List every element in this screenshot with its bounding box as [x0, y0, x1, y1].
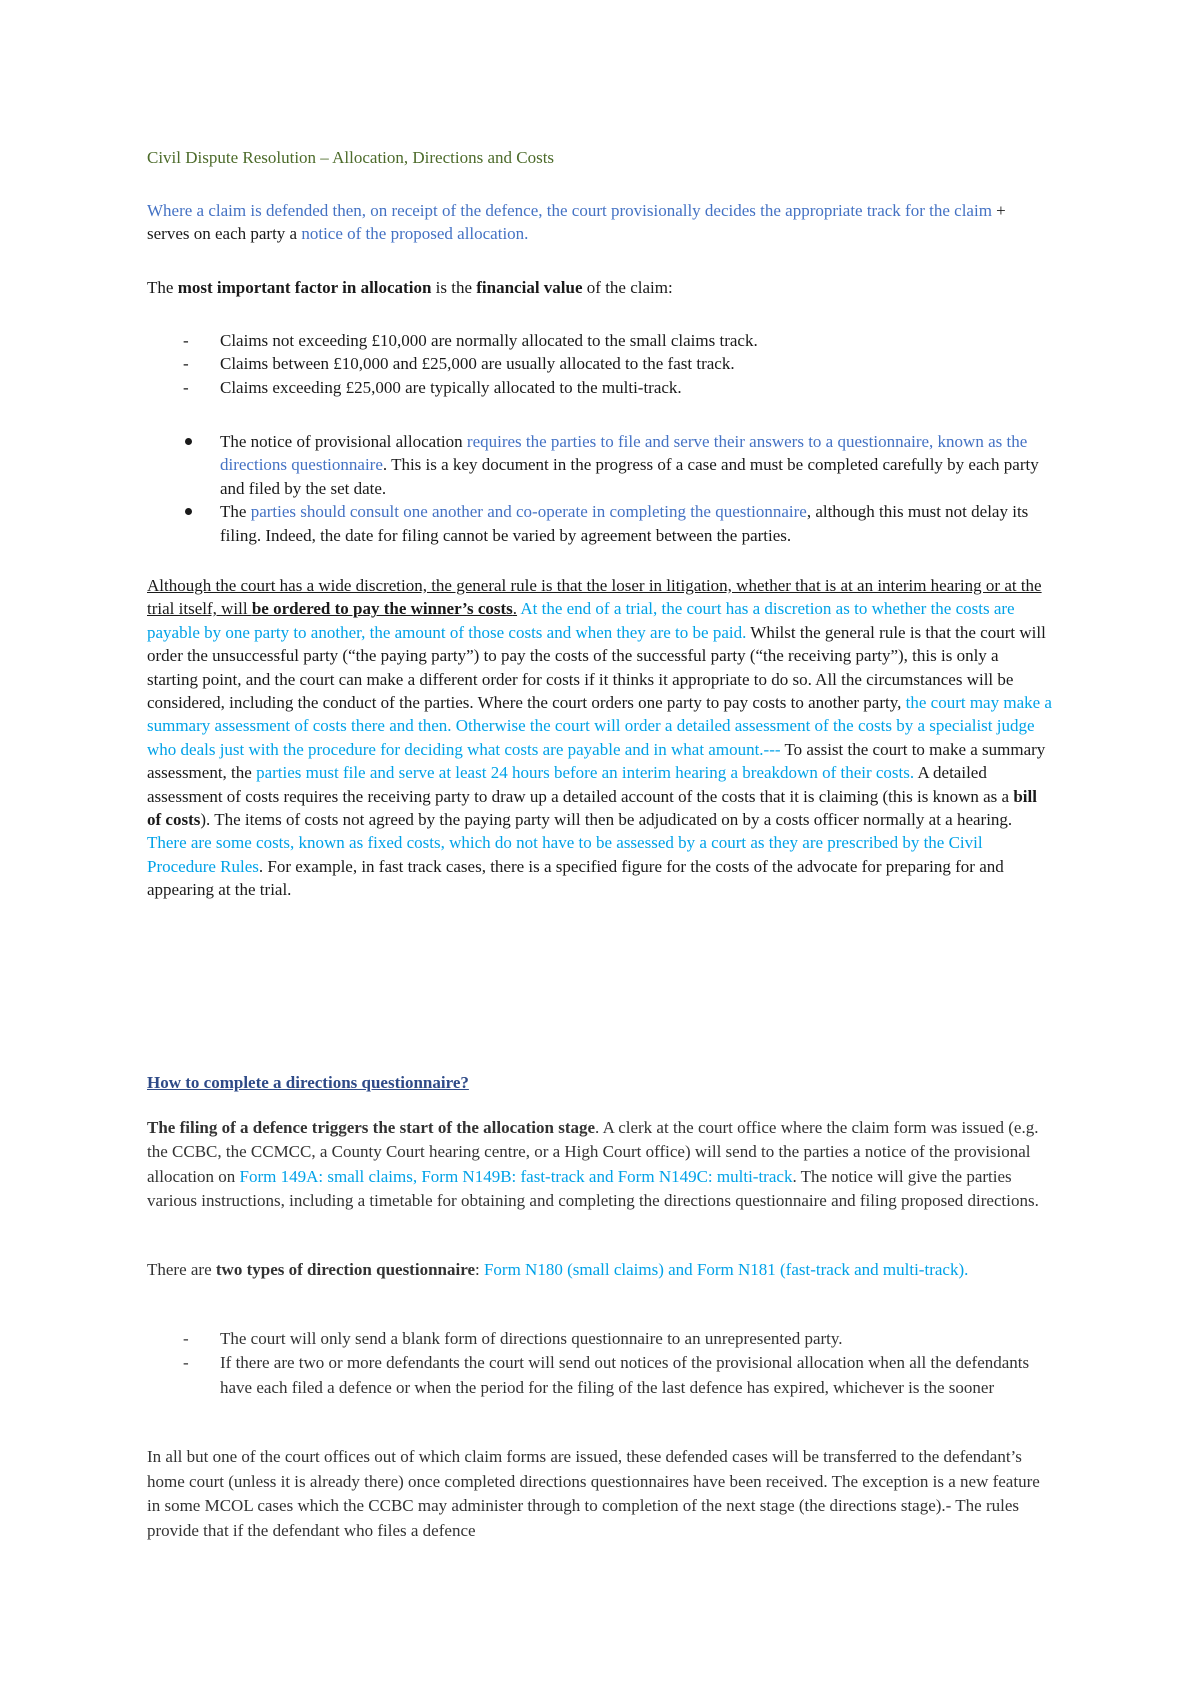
- bullet-text: The notice of provisional allocation: [220, 432, 467, 451]
- intro-paragraph: [147, 199, 1052, 246]
- filing-bold: The filing of a defence triggers the start of the allocation stage: [147, 1118, 596, 1137]
- costs-paragraph: [147, 574, 1052, 902]
- list-item: [147, 500, 1052, 547]
- bullet-list: [147, 430, 1052, 547]
- bullet-icon: [185, 438, 192, 445]
- costs-highlight: At the end of a trial, the court has a discretion as to whether the costs are payable by one party to another, the amount of those costs and when they are to be paid.: [147, 599, 1015, 642]
- transfer-paragraph: In all but one of the court offices out of which claim forms are issued, these defended cases will be transferred to the defendant’s home court (unless it is already there) once completed directions questionnaires have been received. The exception is a new feature in some MCOL cases which the CCBC may administer through to completion of the next stage (the directions stage).- The rules provide that if the defendant who files a defence: [147, 1447, 1040, 1540]
- list-item: [147, 352, 1052, 375]
- bullet-highlight: parties should consult one another and co-operate in completing the questionnaire: [250, 502, 807, 522]
- list-item-text: Claims between £10,000 and £25,000 are usually allocated to the fast track.: [220, 354, 735, 374]
- bullet-text: The: [220, 502, 251, 522]
- costs-underlined-end: .: [512, 599, 518, 619]
- list-item-text: If there are two or more defendants the court will send out notices of the provisional allocation when all the defendants have each filed a defence or when the period for the filing of the last defence has expired, whichever is the sooner: [220, 1353, 1030, 1397]
- types-bold: two types of direction questionnaire: [215, 1260, 475, 1279]
- factor-bold-d: financial value: [476, 278, 583, 297]
- bullet-highlight: requires the parties to file and serve their answers to a questionnaire, known as the directions questionnaire: [220, 432, 1028, 475]
- costs-text: To assist the court to make a summary assessment, the: [147, 739, 1046, 783]
- factor-text-c: is the: [431, 278, 477, 297]
- costs-text: Whilst the general rule is that the court will order the unsuccessful party (“the paying party”) to pay the costs of the successful party (“the receiving party”), this is only a starting point, and the court can make a different order for costs if it thinks it appropriate to do so. All the circumstances will be considered, including the conduct of the parties. Where the court orders one party to pay costs to another party,: [147, 622, 1046, 713]
- dash-marker: -: [183, 331, 189, 350]
- notes-list: [147, 1327, 1052, 1400]
- list-item: [147, 430, 1052, 500]
- document-title: Civil Dispute Resolution – Allocation, Directions and Costs: [147, 148, 555, 167]
- types-text: There are: [147, 1260, 216, 1279]
- bullet-text: , although this must not delay its filing. Indeed, the date for filing cannot be varied by agreement between the parties.: [220, 502, 1029, 545]
- list-item: [147, 1327, 1052, 1351]
- filing-paragraph: [147, 1116, 1052, 1214]
- list-item: [147, 1351, 1052, 1400]
- list-item-text: Claims not exceeding £10,000 are normally allocated to the small claims track.: [220, 331, 758, 350]
- types-text: :: [474, 1260, 484, 1279]
- costs-highlight: There are some costs, known as fixed costs, which do not have to be assessed by a court as they are prescribed by the Civil Procedure Rules: [147, 833, 983, 876]
- dash-marker: -: [183, 1353, 189, 1373]
- section-heading: How to complete a directions questionnaire?: [147, 1073, 469, 1092]
- intro-text-1: Where a claim is defended then, on receipt of the defence, the court provisionally decides the appropriate track for the claim: [147, 201, 992, 220]
- filing-text: . The notice will give the parties various instructions, including a timetable for obtaining and completing the directions questionnaire and filing proposed directions.: [147, 1166, 1039, 1211]
- dash-marker: -: [183, 1329, 189, 1348]
- list-item: [147, 329, 1052, 352]
- costs-highlight: parties must file and serve at least 24 hours before an interim hearing a breakdown of their costs.: [256, 763, 915, 783]
- costs-text: ). The items of costs not agreed by the paying party will then be adjudicated on by a costs officer normally at a hearing.: [200, 810, 1013, 830]
- dash-marker: -: [183, 377, 189, 397]
- costs-underlined: Although the court has a wide discretion, the general rule is that the loser in litigation, whether that is at an interim hearing or at the trial itself, will: [147, 576, 1042, 619]
- track-list: [147, 329, 1052, 399]
- filing-highlight: Form 149A: small claims, Form N149B: fast-track and Form N149C: multi-track: [239, 1166, 793, 1186]
- dash-marker: -: [183, 354, 189, 374]
- filing-text: . A clerk at the court office where the claim form was issued (e.g. the CCBC, the CCMCC, a County Court hearing centre, or a High Court office) will send to the parties a notice of the provisional allocation on: [147, 1118, 1039, 1186]
- intro-text-3: notice of the proposed allocation.: [301, 224, 529, 244]
- costs-bold: bill of costs: [147, 786, 1037, 830]
- bullet-icon: [185, 508, 192, 515]
- types-highlight: Form N180 (small claims) and Form N181 (fast-track and multi-track).: [483, 1260, 969, 1279]
- factor-bold-b: most important factor in allocation: [177, 278, 432, 297]
- costs-underlined-bold: be ordered to pay the winner’s costs: [251, 599, 513, 619]
- costs-highlight: the court may make a summary assessment of costs there and then. Otherwise the court will order a detailed assessment of the costs by a specialist judge who deals just with the procedure for deciding what costs are payable and in what amount.---: [147, 693, 1052, 759]
- list-item: [147, 376, 1052, 399]
- factor-text-a: The: [147, 278, 178, 297]
- types-paragraph: [147, 1258, 1052, 1282]
- intro-text-2: + serves on each party a: [147, 201, 1006, 244]
- bullet-text: . This is a key document in the progress of a case and must be completed carefully by each party and filed by the set date.: [220, 455, 1039, 498]
- list-item-text: The court will only send a blank form of directions questionnaire to an unrepresented party.: [220, 1329, 843, 1348]
- costs-text: A detailed assessment of costs requires the receiving party to draw up a detailed account of the costs that it is claiming (this is known as a: [147, 763, 1014, 806]
- factor-text-e: of the claim:: [582, 278, 673, 297]
- costs-text: . For example, in fast track cases, there is a specified figure for the costs of the advocate for preparing for and appearing at the trial.: [147, 856, 1004, 900]
- factor-paragraph: [147, 276, 1052, 299]
- list-item-text: Claims exceeding £25,000 are typically allocated to the multi-track.: [220, 377, 682, 397]
